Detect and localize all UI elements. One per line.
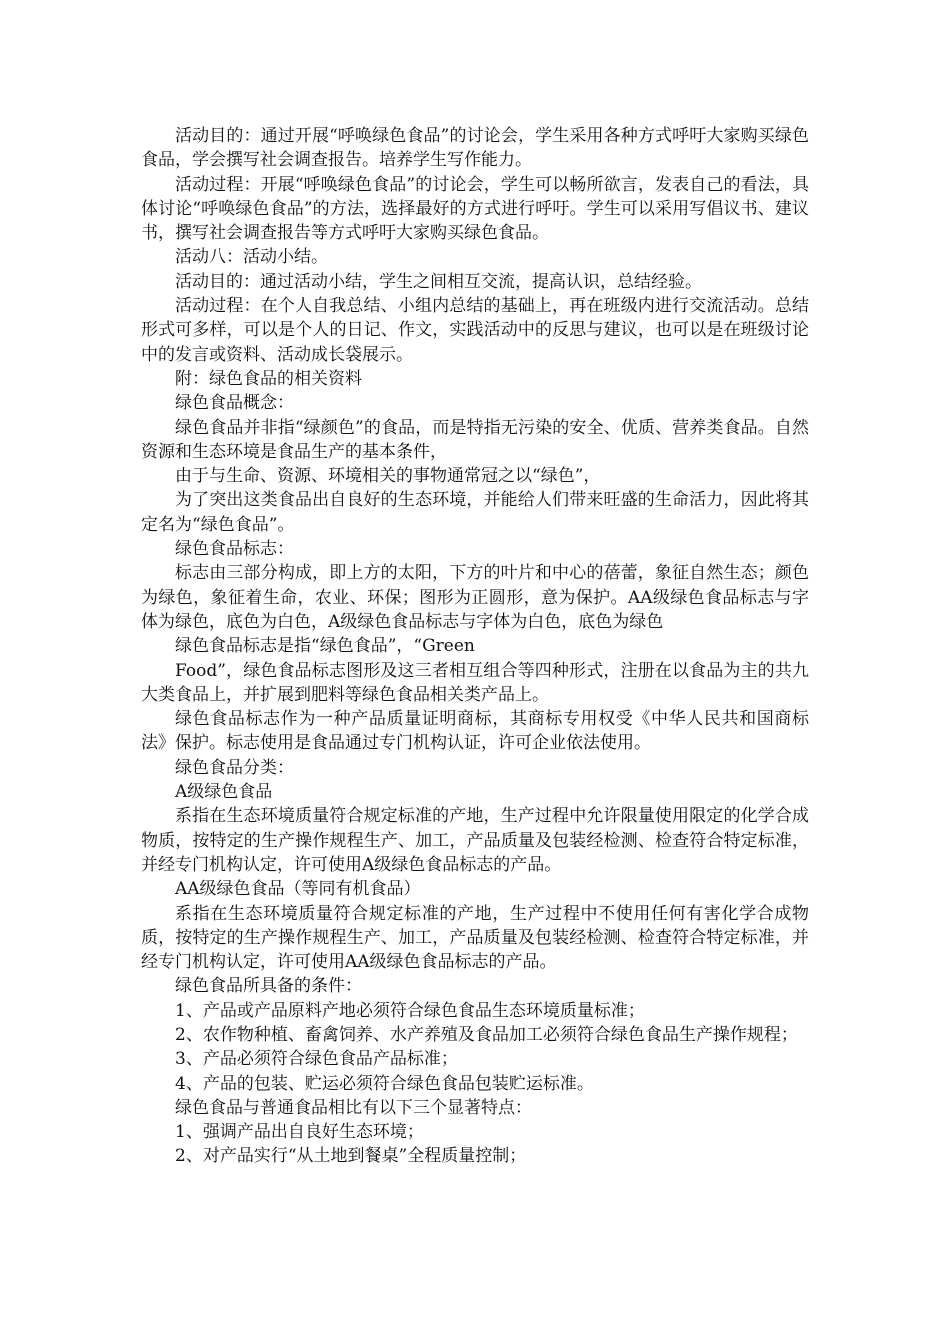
section-heading: 绿色食品标志：: [175, 539, 294, 560]
subsection-heading: A级绿色食品: [175, 782, 273, 803]
paragraph: 活动过程：在个人自我总结、小组内总结的基础上，再在班级内进行交流活动。总结形式可多样，可以是个人的日记、作文，实践活动中的反思与建议，也可以是在班级讨论中的发言或资料、活动成长袋展示。: [141, 296, 809, 365]
document-body: [141, 124, 809, 1169]
paragraph: 活动目的：通过活动小结，学生之间相互交流，提高认识，总结经验。: [175, 271, 702, 292]
paragraph: 由于与生命、资源、环境相关的事物通常冠之以“绿色”，: [175, 466, 601, 487]
section-heading: 绿色食品分类：: [175, 757, 294, 778]
subsection-heading: AA级绿色食品（等同有机食品）: [175, 879, 421, 900]
paragraph: 为了突出这类食品出自良好的生态环境，并能给人们带来旺盛的生命活力，因此将其定名为“绿色食品”。: [141, 490, 809, 535]
paragraph: Food”，绿色食品标志图形及这三者相互组合等四种形式，注册在以食品为主的共九大类食品上，并扩展到肥料等绿色食品相关类产品上。: [141, 660, 809, 705]
paragraph: 绿色食品并非指“绿颜色”的食品，而是特指无污染的安全、优质、营养类食品。自然资源和生态环境是食品生产的基本条件，: [141, 417, 809, 462]
paragraph: 活动目的：通过开展“呼唤绿色食品”的讨论会，学生采用各种方式呼吁大家购买绿色食品，学会撰写社会调查报告。培养学生写作能力。: [141, 126, 809, 171]
paragraph: 附：绿色食品的相关资料: [175, 368, 362, 389]
section-heading: 绿色食品概念：: [175, 393, 294, 414]
paragraph: 绿色食品标志是指“绿色食品”，“Green: [175, 636, 475, 657]
list-item: 4、产品的包装、贮运必须符合绿色食品包装贮运标准。: [175, 1073, 594, 1094]
paragraph: 活动八：活动小结。: [175, 247, 328, 268]
paragraph: 标志由三部分构成，即上方的太阳，下方的叶片和中心的蓓蕾，象征自然生态；颜色为绿色，象征着生命，农业、环保；图形为正圆形，意为保护。AA级绿色食品标志与字体为绿色，底色为白色，A级绿色食品标志与字体为白色，底色为绿色: [141, 563, 809, 632]
list-item: 1、强调产品出自良好生态环境；: [175, 1122, 424, 1143]
list-item: 2、农作物种植、畜禽饲养、水产养殖及食品加工必须符合绿色食品生产操作规程；: [175, 1024, 798, 1045]
list-item: 2、对产品实行“从土地到餐桌”全程质量控制；: [175, 1146, 527, 1167]
paragraph: 系指在生态环境质量符合规定标准的产地，生产过程中允许限量使用限定的化学合成物质，按特定的生产操作规程生产、加工，产品质量及包装经检测、检查符合特定标准，并经专门机构认定，许可使用A级绿色食品标志的产品。: [141, 806, 809, 875]
paragraph: 活动过程：开展“呼唤绿色食品”的讨论会，学生可以畅所欲言，发表自己的看法，具体讨论“呼唤绿色食品”的方法，选择最好的方式进行呼吁。学生可以采用写倡议书、建议书，撰写社会调查报告等方式呼吁大家购买绿色食品。: [141, 174, 809, 244]
section-heading: 绿色食品所具备的条件：: [175, 976, 362, 997]
list-item: 3、产品必须符合绿色食品产品标准；: [175, 1049, 458, 1070]
list-item: 1、产品或产品原料产地必须符合绿色食品生态环境质量标准；: [175, 1000, 645, 1021]
paragraph: 系指在生态环境质量符合规定标准的产地，生产过程中不使用任何有害化学合成物质，按特定的生产操作规程生产、加工，产品质量及包装经检测、检查符合特定标准，并经专门机构认定，许可使用AA级绿色食品标志的产品。: [141, 903, 809, 973]
paragraph: 绿色食品标志作为一种产品质量证明商标，其商标专用权受《中华人民共和国商标法》保护。标志使用是食品通过专门机构认证，许可企业依法使用。: [141, 709, 809, 754]
section-heading: 绿色食品与普通食品相比有以下三个显著特点：: [175, 1097, 532, 1118]
